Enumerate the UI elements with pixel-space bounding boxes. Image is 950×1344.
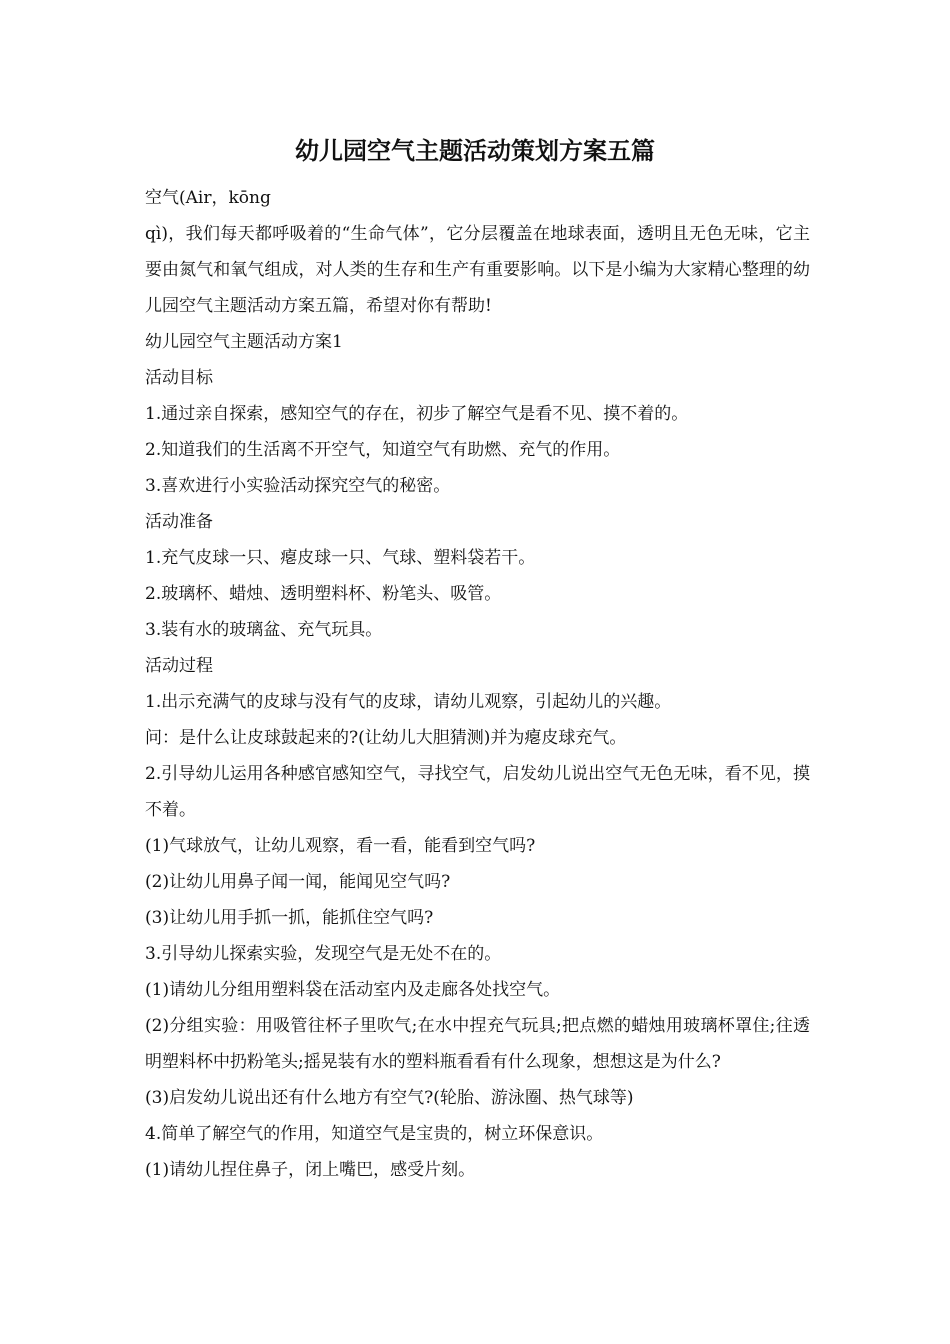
list-item: 1.充气皮球一只、瘪皮球一只、气球、塑料袋若干。 — [145, 548, 536, 568]
list-item: (3)让幼儿用手抓一抓，能抓住空气吗? — [145, 908, 434, 928]
list-item: (1)请幼儿分组用塑料袋在活动室内及走廊各处找空气。 — [145, 980, 561, 1000]
list-item: 1.通过亲自探索，感知空气的存在，初步了解空气是看不见、摸不着的。 — [145, 404, 689, 424]
intro-paragraph: qì)，我们每天都呼吸着的“生命气体”，它分层覆盖在地球表面，透明且无色无味，它主要由氮气和氧气组成，对人类的生存和生产有重要影响。以下是小编为大家精心整理的幼儿园空气主题活动方案五篇，希望对你有帮助! — [145, 224, 810, 316]
list-item: 1.出示充满气的皮球与没有气的皮球，请幼儿观察，引起幼儿的兴趣。 — [145, 692, 672, 712]
list-item: 3.装有水的玻璃盆、充气玩具。 — [145, 620, 383, 640]
document-body — [145, 180, 810, 1188]
list-item: (2)分组实验：用吸管往杯子里吹气;在水中捏充气玩具;把点燃的蜡烛用玻璃杯罩住;往透明塑料杯中扔粉笔头;摇晃装有水的塑料瓶看看有什么现象，想想这是为什么? — [145, 1016, 810, 1072]
list-item: (3)启发幼儿说出还有什么地方有空气?(轮胎、游泳圈、热气球等) — [145, 1088, 634, 1108]
list-item: (1)气球放气，让幼儿观察，看一看，能看到空气吗? — [145, 836, 536, 856]
list-item: (1)请幼儿捏住鼻子，闭上嘴巴，感受片刻。 — [145, 1160, 476, 1180]
list-item: 3.引导幼儿探索实验，发现空气是无处不在的。 — [145, 944, 502, 964]
list-item: 2.知道我们的生活离不开空气，知道空气有助燃、充气的作用。 — [145, 440, 621, 460]
paragraph: 空气(Air，kōng — [145, 188, 271, 208]
list-item: 2.玻璃杯、蜡烛、透明塑料杯、粉笔头、吸管。 — [145, 584, 502, 604]
document-title: 幼儿园空气主题活动策划方案五篇 — [295, 136, 655, 165]
list-item: 4.简单了解空气的作用，知道空气是宝贵的，树立环保意识。 — [145, 1124, 604, 1144]
subheading-preparation: 活动准备 — [145, 512, 213, 532]
list-item: 2.引导幼儿运用各种感官感知空气，寻找空气，启发幼儿说出空气无色无味，看不见，摸不着。 — [145, 764, 810, 820]
subheading-process: 活动过程 — [145, 656, 213, 676]
subheading-goals: 活动目标 — [145, 368, 213, 388]
list-item: (2)让幼儿用鼻子闻一闻，能闻见空气吗? — [145, 872, 451, 892]
paragraph: 问：是什么让皮球鼓起来的?(让幼儿大胆猜测)并为瘪皮球充气。 — [145, 728, 627, 748]
section-heading: 幼儿园空气主题活动方案1 — [145, 332, 343, 352]
list-item: 3.喜欢进行小实验活动探究空气的秘密。 — [145, 476, 451, 496]
